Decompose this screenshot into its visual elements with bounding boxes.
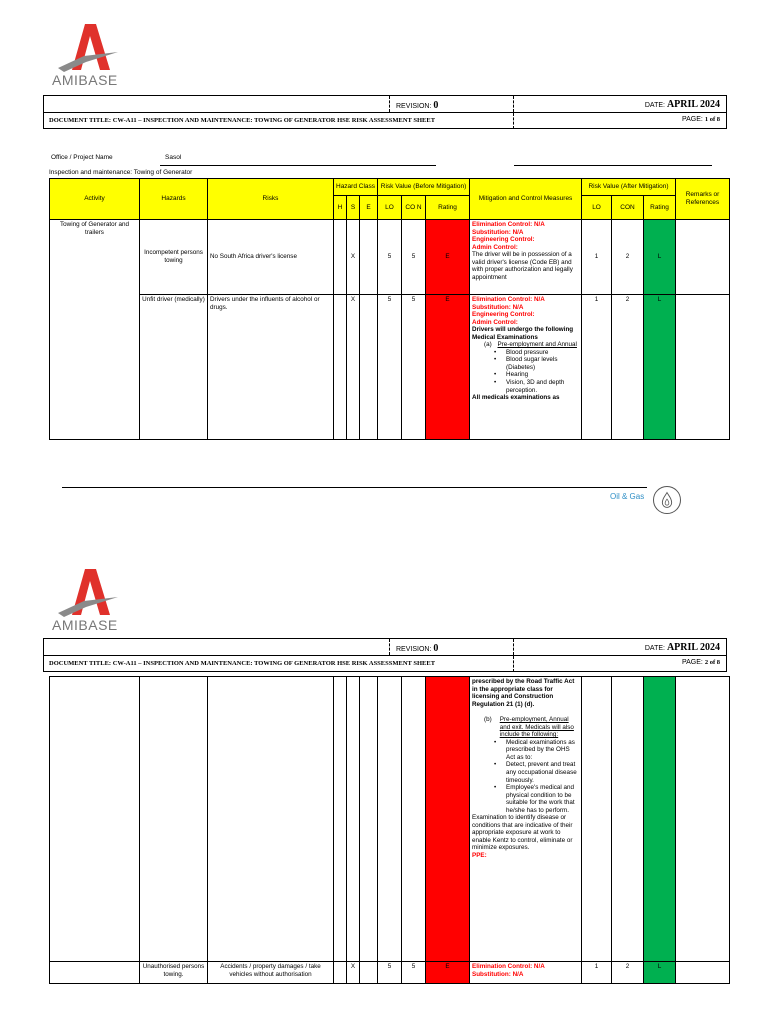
document-date: DATE: APRIL 2024 xyxy=(644,99,720,110)
rating-after: L xyxy=(644,962,676,984)
risk-table-page-2 xyxy=(49,676,730,984)
amibase-logo-icon xyxy=(50,18,125,73)
page-2 xyxy=(0,555,768,1024)
document-header xyxy=(43,638,727,672)
rating-before: E xyxy=(426,220,470,295)
page-number: PAGE: 1 of 8 xyxy=(681,116,720,123)
activity-cell: Towing of Generator and trailers xyxy=(50,220,140,440)
table-row: Unfit driver (medically) Drivers under the influents of alcohol or drugs. X 5 5 E Elimination Control: N/A Substitution: N/A Engineering Control: Admin Control: Drivers will undergo the following Medical Examinations (a) Pre-employment and Annual • Blood pressure • Blood sugar levels (Diabetes) • Hearing • Vision, 3D and depth perception. All medicals examinations as 1 2 L xyxy=(50,295,730,440)
rating-before: E xyxy=(426,295,470,440)
document-header xyxy=(43,95,727,129)
col-rating: Rating xyxy=(426,196,470,220)
mitigation-cell: prescribed by the Road Traffic Act in the appropriate class for licensing and Construction Regulation 21 (1) (d). (b) Pre-employment, Annual and exit. Medicals will also include the following: • Medical examinations as prescribed by the OHS Act as to: • Detect, prevent and treat any occupational disease timeously. • Employee's medical and physical condition to be suitable for the work that he/she has to perform. Examination to identify disease or conditions that are indicative of their appropriate exposure at work to enable Kentz to control, eliminate or minimize exposures. PPE: xyxy=(470,677,582,962)
mitigation-cell: Elimination Control: N/A Substitution: N/A xyxy=(470,962,582,984)
col-con: CO N xyxy=(402,196,426,220)
sector-label: Oil & Gas xyxy=(610,492,645,501)
rating-after: L xyxy=(644,220,676,295)
revision: REVISION: 0 xyxy=(396,643,439,654)
mitigation-cell: Elimination Control: N/A Substitution: N/A Engineering Control: Admin Control: Drivers will undergo the following Medical Examinations (a) Pre-employment and Annual • Blood pressure • Blood sugar levels (Diabetes) • Hearing • Vision, 3D and depth perception. All medicals examinations as xyxy=(470,295,582,440)
company-logo xyxy=(50,563,125,635)
col-risks: Risks xyxy=(208,179,334,220)
col-rating-after: Rating xyxy=(644,196,676,220)
col-lo: LO xyxy=(378,196,402,220)
risk-table-page-1 xyxy=(49,178,730,440)
office-value: Sasol xyxy=(165,154,182,161)
col-e: E xyxy=(360,196,378,220)
mitigation-cell: Elimination Control: N/A Substitution: N/A Engineering Control: Admin Control: The driver will be in possession of a valid driver's license (Code EB) and with proper authorization and legally appointment xyxy=(470,220,582,295)
table-row xyxy=(50,677,730,962)
logo-wordmark: AMIBASE xyxy=(52,617,118,633)
col-s: S xyxy=(347,196,360,220)
col-risk-after: Risk Value (After Mitigation) xyxy=(582,179,676,196)
office-label: Office / Project Name xyxy=(51,154,113,161)
col-activity: Activity xyxy=(50,179,140,220)
flame-icon xyxy=(653,486,681,514)
col-hazards: Hazards xyxy=(140,179,208,220)
revision: REVISION: 0 xyxy=(396,100,439,111)
scope-label: Inspection and maintenance: Towing of Generator xyxy=(49,169,193,176)
col-lo-after: LO xyxy=(582,196,612,220)
col-mitigation: Mitigation and Control Measures xyxy=(470,179,582,220)
document-date: DATE: APRIL 2024 xyxy=(644,642,720,653)
logo-wordmark: AMIBASE xyxy=(52,72,118,88)
rating-before xyxy=(426,677,470,962)
amibase-logo-icon xyxy=(50,563,125,618)
page-number: PAGE: 2 of 8 xyxy=(681,659,720,666)
col-risk-before: Risk Value (Before Mitigation) xyxy=(378,179,470,196)
col-con-after: CON xyxy=(612,196,644,220)
document-title: DOCUMENT TITLE: CW-A11 – INSPECTION AND MAINTENANCE: TOWING OF GENERATOR HSE RISK ASSESSMENT SHEET xyxy=(49,660,436,667)
rating-before: E xyxy=(426,962,470,984)
rating-after xyxy=(644,677,676,962)
document-title: DOCUMENT TITLE: CW-A11 – INSPECTION AND MAINTENANCE: TOWING OF GENERATOR HSE RISK ASSESSMENT SHEET xyxy=(49,117,436,124)
table-row: Unauthorised persons towing. Accidents / property damages / take vehicles without authorisation X 5 5 E Elimination Control: N/A Substitution: N/A 1 2 L xyxy=(50,962,730,984)
table-row: Towing of Generator and trailers Incompetent persons towing No South Africa driver's license X 5 5 E Elimination Control: N/A Substitution: N/A Engineering Control: Admin Control: The driver will be in possession of a valid driver's license (Code EB) and with proper authorization and legally appointment 1 2 L xyxy=(50,220,730,295)
rating-after: L xyxy=(644,295,676,440)
company-logo xyxy=(50,18,125,90)
col-hazard-class: Hazard Class xyxy=(334,179,378,196)
col-h: H xyxy=(334,196,347,220)
col-remarks: Remarks or References xyxy=(676,179,730,220)
